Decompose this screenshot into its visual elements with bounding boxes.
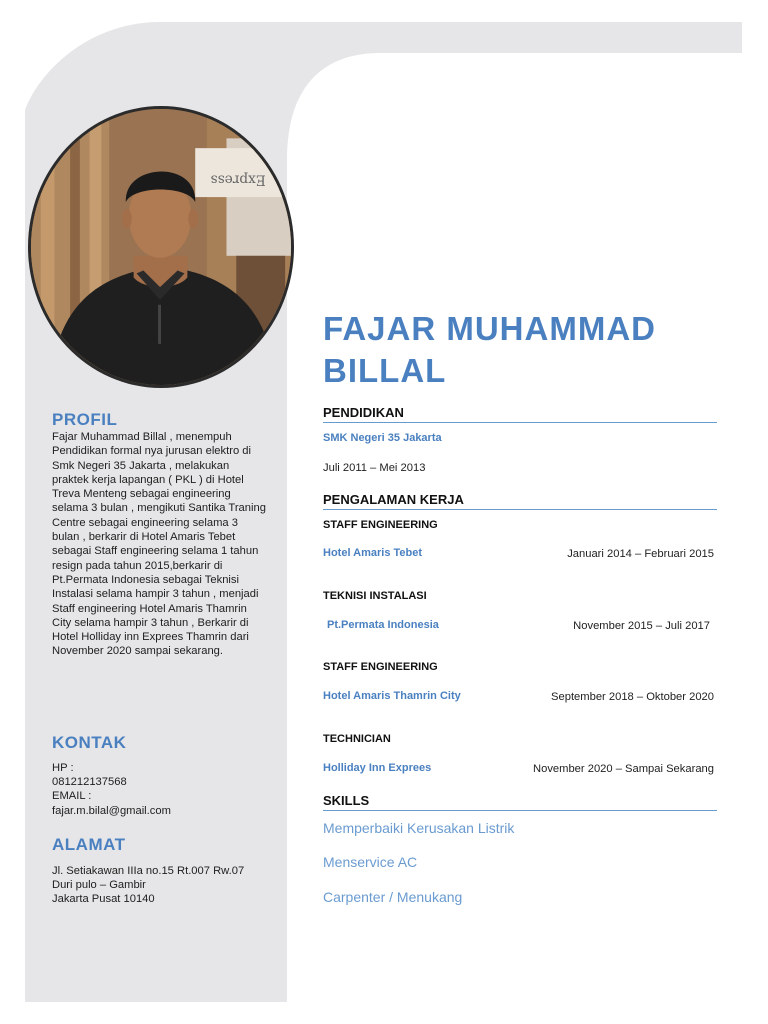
profil-heading: PROFIL <box>52 410 118 429</box>
job-place: Holliday Inn Exprees <box>323 762 432 774</box>
job-title: TECHNICIAN <box>323 733 391 745</box>
job-place: Pt.Permata Indonesia <box>327 619 439 631</box>
job-period: November 2015 – Juli 2017 <box>573 620 710 632</box>
photo-sign-text: Express <box>210 171 266 188</box>
applicant-name: FAJAR MUHAMMAD BILLAL <box>323 310 656 389</box>
job-period: Januari 2014 – Februari 2015 <box>567 548 714 560</box>
pengalaman-heading: PENGALAMAN KERJA <box>323 492 717 510</box>
school-period: Juli 2011 – Mei 2013 <box>323 462 426 474</box>
job-period: November 2020 – Sampai Sekarang <box>533 763 714 775</box>
hp-value: 081212137568 <box>52 776 127 788</box>
skill-item: Memperbaiki Kerusakan Listrik <box>323 820 515 836</box>
kontak-heading: KONTAK <box>52 733 127 752</box>
alamat-heading: ALAMAT <box>52 835 126 854</box>
job-title: STAFF ENGINEERING <box>323 661 438 673</box>
hp-label: HP : <box>52 762 74 774</box>
email-value[interactable]: fajar.m.bilal@gmail.com <box>52 805 171 817</box>
alamat-line-1: Jl. Setiakawan IIIa no.15 Rt.007 Rw.07 <box>52 865 245 877</box>
pendidikan-heading: PENDIDIKAN <box>323 405 717 423</box>
job-place: Hotel Amaris Thamrin City <box>323 690 461 702</box>
skills-heading: SKILLS <box>323 793 717 811</box>
profil-text: Fajar Muhammad Billal , menempuh Pendidikan formal nya jurusan elektro di Smk Negeri 35 Jakarta , melakukan praktek kerja lapangan ( PKL ) di Hotel Treva Menteng sebagai engineering selama 3 bulan , mengikuti Santika Traning Centre sebagai engineering selama 3 bulan , berkarir di Hotel Amaris Tebet sebagai Staff engineering selama 1 tahun resign pada tahun 2015,berkarir di Pt.Permata Indonesia sebagai Teknisi Instalasi selama hampir 3 tahun , menjadi Staff engineering Hotel Amaris Thamrin City selama hampir 3 tahun , Berkarir di Hotel Holliday inn Exprees Thamrin dari November 2020 sampai sekarang. <box>52 431 266 658</box>
alamat-line-3: Jakarta Pusat 10140 <box>52 893 155 905</box>
email-label: EMAIL : <box>52 790 92 802</box>
job-title: TEKNISI INSTALASI <box>323 590 427 602</box>
skill-item: Menservice AC <box>323 854 418 870</box>
skill-item: Carpenter / Menukang <box>323 889 463 905</box>
job-title: STAFF ENGINEERING <box>323 519 438 531</box>
job-place: Hotel Amaris Tebet <box>323 547 423 559</box>
job-period: September 2018 – Oktober 2020 <box>551 691 714 703</box>
alamat-line-2: Duri pulo – Gambir <box>52 879 146 891</box>
school-name: SMK Negeri 35 Jakarta <box>323 432 442 444</box>
profile-photo <box>28 106 294 388</box>
